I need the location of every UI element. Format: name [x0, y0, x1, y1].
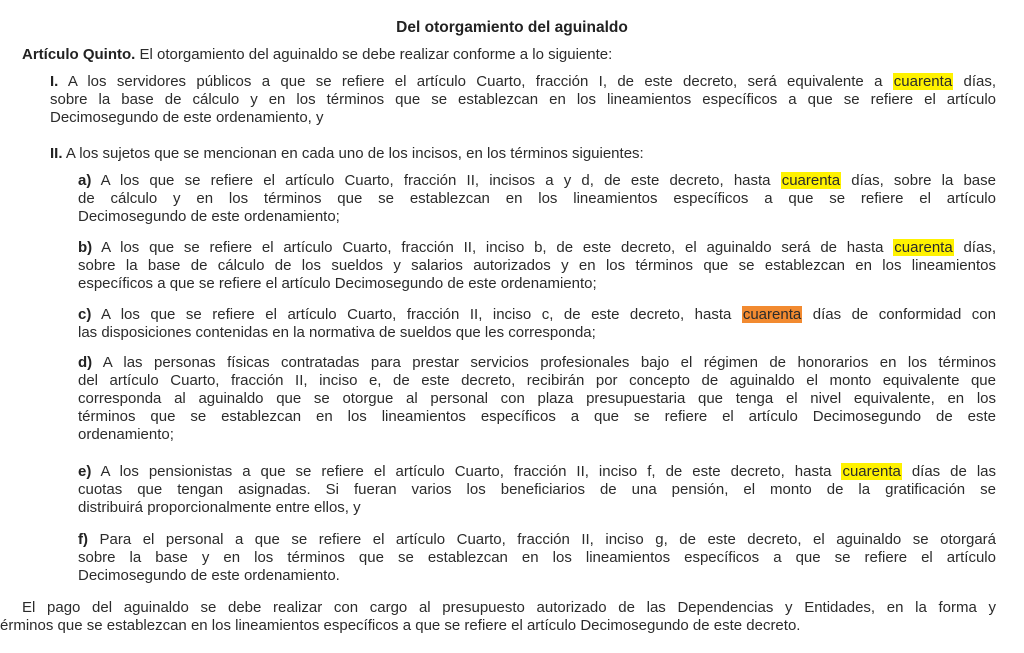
inciso-c-line: las disposiciones contenidas en la normativa de sueldos que les corresponda;: [78, 324, 596, 341]
inciso-b-line: sobre la base de cálculo de los sueldos y salarios autorizados y en los términos que se establezcan en los lineamientos: [78, 257, 996, 274]
inciso-e: [78, 463, 996, 517]
inciso-a-text: días, sobre la base: [841, 172, 996, 189]
inciso-a-line: Decimosegundo de este ordenamiento;: [78, 208, 340, 225]
article-intro: [22, 46, 1012, 64]
inciso-b-line: específicos a que se refiere el artículo Decimosegundo de este ordenamiento;: [78, 275, 597, 292]
inciso-b: [78, 239, 996, 293]
fraccion-i-line: Decimosegundo de este ordenamiento, y: [50, 109, 324, 126]
inciso-d-line: del artículo Cuarto, fracción II, inciso e, de este decreto, recibirán por concepto de aguinaldo el monto equivalente que: [78, 372, 996, 389]
inciso-letter: d): [78, 354, 93, 371]
article-intro-text: El otorgamiento del aguinaldo se debe realizar conforme a lo siguiente:: [135, 46, 613, 63]
fraccion-ii-number: II.: [50, 145, 63, 162]
fraccion-ii-text: A los sujetos que se mencionan en cada uno de los incisos, en los términos siguientes:: [62, 145, 644, 162]
inciso-f-line: Decimosegundo de este ordenamiento.: [78, 567, 340, 584]
fraccion-ii: [50, 145, 996, 163]
inciso-letter: f): [78, 531, 88, 548]
inciso-a: [78, 172, 996, 226]
article-label: Artículo Quinto.: [22, 46, 136, 63]
inciso-b-text: días,: [953, 239, 996, 256]
inciso-b-text: A los que se refiere el artículo Cuarto, fracción II, inciso b, de este decreto, el aguinaldo será de hasta: [92, 239, 894, 256]
inciso-letter: c): [78, 306, 92, 323]
inciso-e-line: cuotas que tengan asignadas. Si fueran varios los beneficiarios de una pensión, el monto de la gratificación se: [78, 481, 996, 498]
fraccion-i: [50, 73, 996, 127]
inciso-letter: a): [78, 172, 92, 189]
inciso-f-text: Para el personal a que se refiere el artículo Cuarto, fracción II, inciso g, de este decreto, el aguinaldo se otorgará: [88, 531, 996, 548]
inciso-d-line: corresponda al aguinaldo que se otorgue al personal con plaza presupuestaria que tenga el nivel equivalente, en los: [78, 390, 996, 407]
section-title: Del otorgamiento del aguinaldo: [396, 19, 628, 36]
inciso-a-line: de cálculo y en los términos que se establezcan en los lineamientos específicos a que se refiere el artículo: [78, 190, 996, 207]
highlighted-term[interactable]: cuarenta: [842, 463, 901, 480]
inciso-d-line: ordenamiento;: [78, 426, 174, 443]
inciso-d: [78, 354, 996, 444]
highlighted-term[interactable]: cuarenta: [893, 73, 953, 90]
inciso-letter: e): [78, 463, 92, 480]
inciso-d-text: A las personas físicas contratadas para prestar servicios profesionales bajo el régimen de honorarios en los términos: [92, 354, 996, 371]
fraccion-i-number: I.: [50, 73, 59, 90]
inciso-e-text: A los pensionistas a que se refiere el artículo Cuarto, fracción II, inciso f, de este decreto, hasta: [91, 463, 842, 480]
inciso-c-text: días de conformidad con: [802, 306, 996, 323]
inciso-a-text: A los que se refiere el artículo Cuarto, fracción II, incisos a y d, de este decreto, hasta: [91, 172, 781, 189]
closing-paragraph: [22, 599, 996, 617]
inciso-e-text: días de las: [901, 463, 997, 480]
closing-line: érminos que se establezcan en los lineamientos específicos a que se refiere el artículo Decimosegundo de este decreto.: [0, 617, 801, 634]
inciso-c: [78, 306, 996, 342]
inciso-e-line: distribuirá proporcionalmente entre ellos, y: [78, 499, 361, 516]
inciso-d-line: términos que se establezcan en los lineamientos específicos a que se refiere el artículo Decimosegundo de este: [78, 408, 996, 425]
highlighted-term[interactable]: cuarenta: [781, 172, 841, 189]
inciso-letter: b): [78, 239, 93, 256]
highlighted-term-active[interactable]: cuarenta: [742, 306, 802, 323]
inciso-c-text: A los que se refiere el artículo Cuarto, fracción II, inciso c, de este decreto, hasta: [91, 306, 742, 323]
highlighted-term[interactable]: cuarenta: [894, 239, 953, 256]
closing-paragraph-cont: [0, 617, 996, 635]
inciso-f: [78, 531, 996, 585]
closing-line: El pago del aguinaldo se debe realizar con cargo al presupuesto autorizado de las Dependencias y Entidades, en la forma y: [22, 599, 996, 616]
fraccion-i-line: sobre la base de cálculo y en los términos que se establezcan en los lineamientos específicos a que se refiere el artículo: [50, 91, 996, 108]
fraccion-i-text: días,: [953, 73, 997, 90]
inciso-f-line: sobre la base y en los términos que se establezcan en los lineamientos específicos a que se refiere el artículo: [78, 549, 996, 566]
fraccion-i-text: A los servidores públicos a que se refiere el artículo Cuarto, fracción I, de este decreto, será equivalente a: [58, 73, 893, 90]
